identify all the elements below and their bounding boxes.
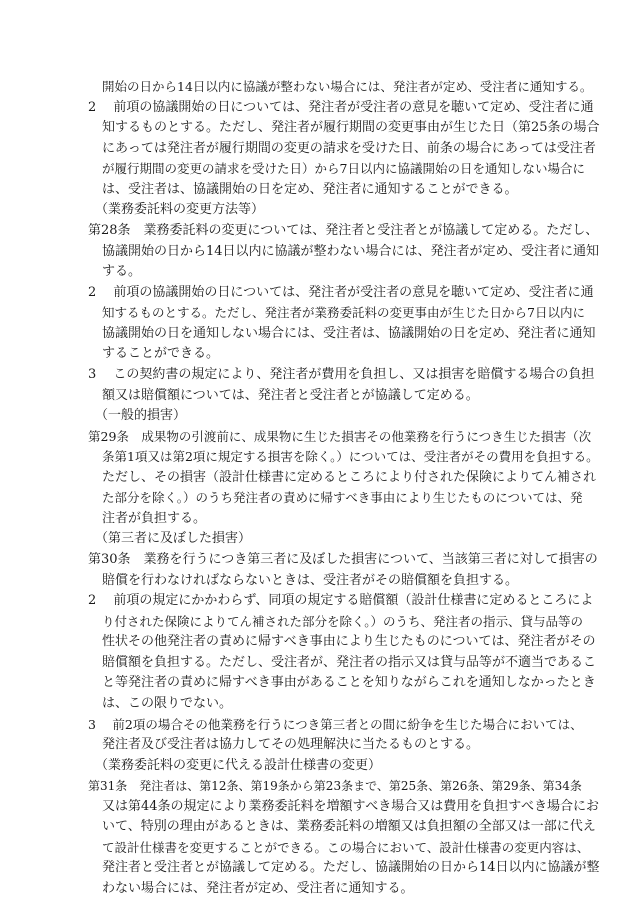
text-line: 発注者と受注者とが協議して定める。ただし、協議開始の日から14日以内に協議が整	[102, 860, 600, 876]
text-line: 知するものとする。ただし、発注者が業務委託料の変更事由が生じた日から7日以内に	[102, 305, 585, 321]
text-line: 協議開始の日から14日以内に協議が整わない場合には、発注者が定め、受注者に通知	[102, 243, 600, 259]
text-line: て設計仕様書を変更することができる。この場合において、設計仕様書の変更内容は、	[102, 839, 590, 855]
article-30-line: 第30条 業務を行うにつき第三者に及ぼした損害について、当該第三者に対して損害の	[88, 552, 598, 567]
paragraph-2-line: 2 前項の協議開始の日については、発注者が受注者の意見を聴いて定め、受注者に通	[88, 99, 594, 115]
article-28-line: 第28条 業務委託料の変更については、発注者と受注者とが協議して定める。ただし、	[88, 222, 599, 238]
text-line: た部分を除く。）のうち発注者の責めに帰すべき事由により生じたものについては、発	[102, 490, 583, 506]
text-line: する。	[102, 264, 142, 280]
text-line: は、この限りでない。	[102, 695, 233, 711]
text-line: は、受注者は、協議開始の日を定め、発注者に通知することができる。	[102, 181, 518, 197]
text-line: 協議開始の日を通知しない場合には、受注者は、協議開始の日を定め、発注者に通知	[102, 325, 596, 341]
paragraph-2-line: 2 前項の協議開始の日については、発注者が受注者の意見を聴いて定め、受注者に通	[88, 284, 594, 300]
text-line: わない場合には、発注者が定め、受注者に通知する。	[102, 881, 414, 896]
text-line: り付された保険によりてん補された部分を除く。）のうち、発注者の指示、貸与品等の	[102, 613, 584, 629]
text-line: 発注者及び受注者は協力してその処理解決に当たるものとする。	[102, 737, 480, 753]
text-line: 条第1項又は第2項に規定する損害を除く。）については、受注者がその費用を負担する。	[102, 449, 599, 465]
text-line: 額又は賠償額については、発注者と受注者とが協議して定める。	[102, 387, 479, 403]
text-line: 賠償を行わなければならないときは、受注者がその賠償額を負担する。	[102, 572, 519, 588]
article-31-line: 第31条 発注者は、第12条、第19条から第23条まで、第25条、第26条、第29条、第34条	[88, 779, 582, 794]
article-caption: （業務委託料の変更方法等）	[95, 202, 265, 218]
article-29-line: 第29条 成果物の引渡前に、成果物に生じた損害その他業務を行うにつき生じた損害（次	[88, 428, 592, 444]
text-line: 賠償額を負担する。ただし、受注者が、発注者の指示又は貸与品等が不適当であるこ	[102, 654, 597, 670]
text-line: することができる。	[102, 346, 220, 362]
text-line: 開始の日から14日以内に協議が整わない場合には、発注者が定め、受注者に通知する。	[102, 79, 593, 94]
text-line: 知するものとする。ただし、発注者が履行期間の変更事由が生じた日（第25条の場合	[102, 120, 600, 136]
text-line: ただし、その損害（設計仕様書に定めるところにより付された保険によりてん補され	[102, 469, 597, 485]
text-line: いて、特別の理由があるときは、業務委託料の増額又は負担額の全部又は一部に代え	[102, 819, 596, 835]
article-caption: （業務委託料の変更に代える設計仕様書の変更）	[95, 757, 382, 773]
text-line: 性状その他発注者の責めに帰すべき事由により生じたものについては、発注者がその	[102, 634, 596, 650]
article-caption: （一般的損害）	[95, 408, 187, 423]
paragraph-3-line: 3 この契約書の規定により、発注者が費用を負担し、又は損害を賠償する場合の負担	[88, 366, 595, 382]
paragraph-2-line: 2 前項の規定にかかわらず、同項の規定する賠償額（設計仕様書に定めるところによ	[88, 593, 594, 609]
text-line: にあっては発注者が履行期間の変更の請求を受けた日、前条の場合にあっては受注者	[102, 140, 596, 156]
article-caption: （第三者に及ぼした損害）	[95, 531, 252, 547]
text-line: 注者が負担する。	[102, 510, 207, 526]
paragraph-3-line: 3 前2項の場合その他業務を行うにつき第三者との間に紛争を生じた場合においては、	[88, 716, 583, 732]
text-line: が履行期間の変更の請求を受けた日）から7日以内に協議開始の日を通知しない場合に	[102, 161, 585, 177]
text-line: 又は第44条の規定により業務委託料を増額すべき場合又は費用を負担すべき場合にお	[102, 798, 600, 814]
text-line: と等発注者の責めに帰すべき事由があることを知りながらこれを通知しなかったとき	[102, 675, 596, 691]
